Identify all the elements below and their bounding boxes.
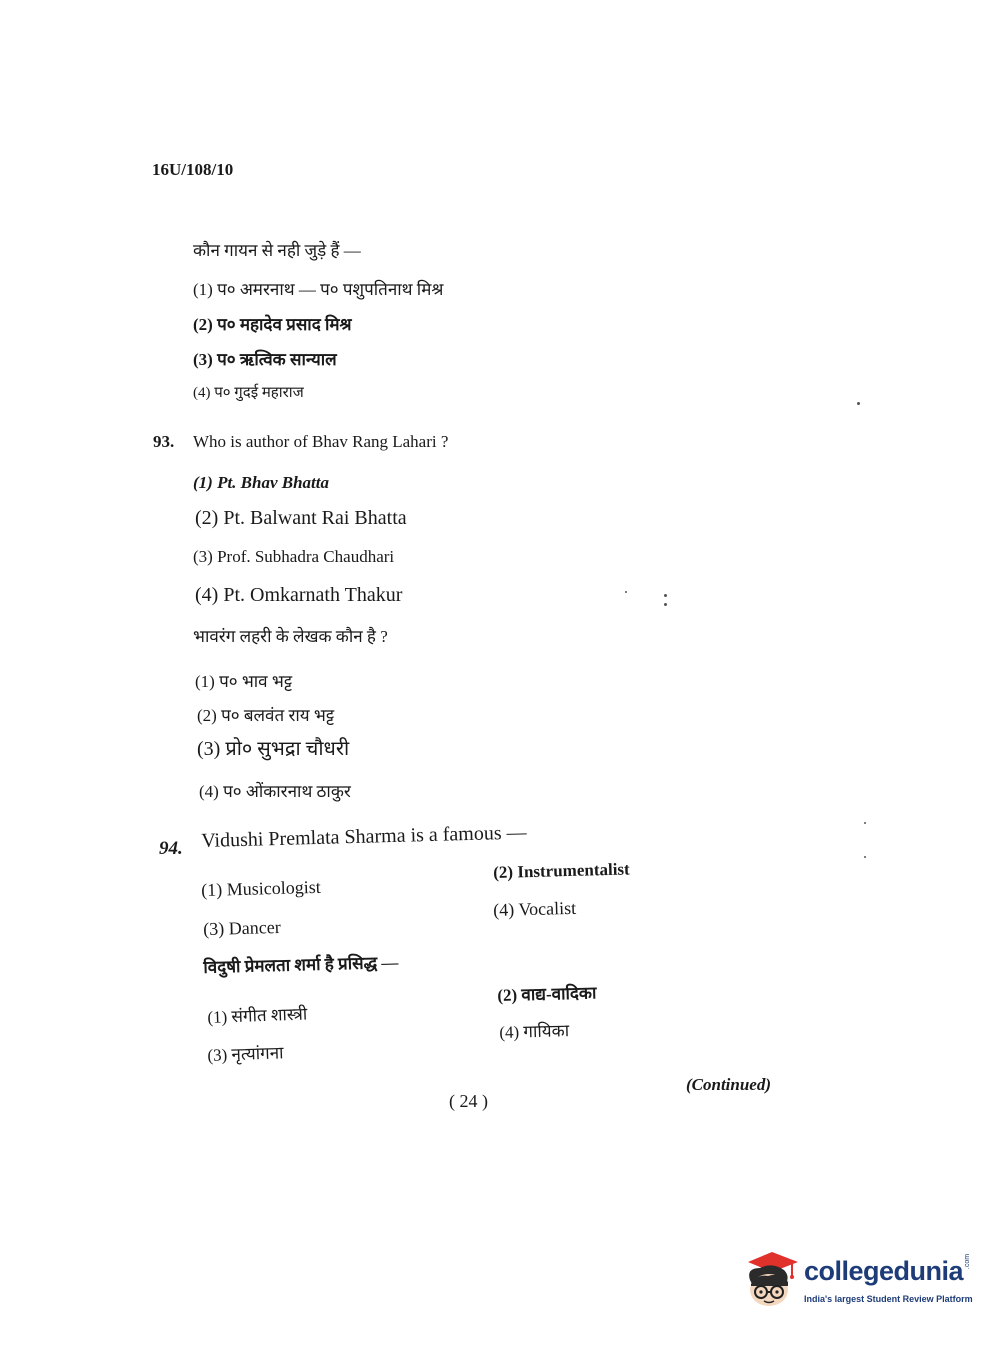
q94-option-4: (4) Vocalist	[493, 897, 577, 920]
continued-label: (Continued)	[686, 1075, 772, 1094]
q94-hindi-option-4: (4) गायिका	[499, 1021, 570, 1042]
scan-speck	[664, 594, 667, 597]
q93-option-4: (4) Pt. Omkarnath Thakur	[195, 584, 403, 606]
scan-speck	[857, 402, 860, 405]
q93-option-3: (3) Prof. Subhadra Chaudhari	[193, 547, 395, 566]
mascot-icon	[742, 1250, 800, 1312]
q94-hindi-option-1: (1) संगीत शास्त्री	[207, 1004, 308, 1027]
q94-hindi-question: विदुषी प्रेमलता शर्मा है प्रसिद्ध —	[203, 952, 399, 977]
q94-number: 94.	[159, 838, 183, 859]
q92-hindi-option-4: (4) प० गुदई महाराज	[193, 385, 304, 401]
brand-tagline: India's largest Student Review Platform	[804, 1294, 973, 1304]
q93-hindi-option-1: (1) प० भाव भट्ट	[195, 672, 293, 691]
q93-option-2: (2) Pt. Balwant Rai Bhatta	[195, 507, 407, 529]
scan-speck	[864, 822, 866, 824]
q94-hindi-option-2: (2) वाद्य-वादिका	[497, 983, 597, 1005]
q93-question: Who is author of Bhav Rang Lahari ?	[193, 432, 449, 451]
q93-option-1: (1) Pt. Bhav Bhatta	[193, 473, 330, 492]
page-number: ( 24 )	[449, 1091, 488, 1111]
q94-question: Vidushi Premlata Sharma is a famous —	[201, 821, 527, 852]
q92-hindi-option-1: (1) प० अमरनाथ — प० पशुपतिनाथ मिश्र	[193, 280, 444, 299]
q93-hindi-option-4: (4) प० ओंकारनाथ ठाकुर	[199, 782, 351, 801]
collegedunia-logo	[742, 1250, 972, 1312]
scan-speck	[664, 603, 667, 606]
paper-code: 16U/108/10	[152, 160, 234, 179]
q93-number: 93.	[153, 432, 175, 451]
q94-option-1: (1) Musicologist	[201, 876, 321, 900]
q94-option-2: (2) Instrumentalist	[493, 859, 630, 882]
q92-hindi-option-2: (2) प० महादेव प्रसाद मिश्र	[193, 315, 352, 334]
q92-hindi-option-3: (3) प० ऋत्विक सान्याल	[193, 350, 337, 369]
q92-hindi-question: कौन गायन से नही जुड़े हैं —	[193, 241, 361, 260]
scan-speck	[864, 856, 866, 858]
q94-hindi-option-3: (3) नृत्यांगना	[207, 1043, 284, 1065]
brand-suffix: .com	[964, 1253, 972, 1270]
q93-hindi-option-3: (3) प्रो० सुभद्रा चौधरी	[197, 738, 350, 760]
q94-option-3: (3) Dancer	[203, 916, 281, 939]
q93-hindi-option-2: (2) प० बलवंत राय भट्ट	[197, 706, 335, 725]
scan-speck	[625, 591, 627, 593]
brand-name: collegedunia	[804, 1256, 964, 1286]
q93-hindi-question: भावरंग लहरी के लेखक कौन है ?	[193, 627, 388, 646]
